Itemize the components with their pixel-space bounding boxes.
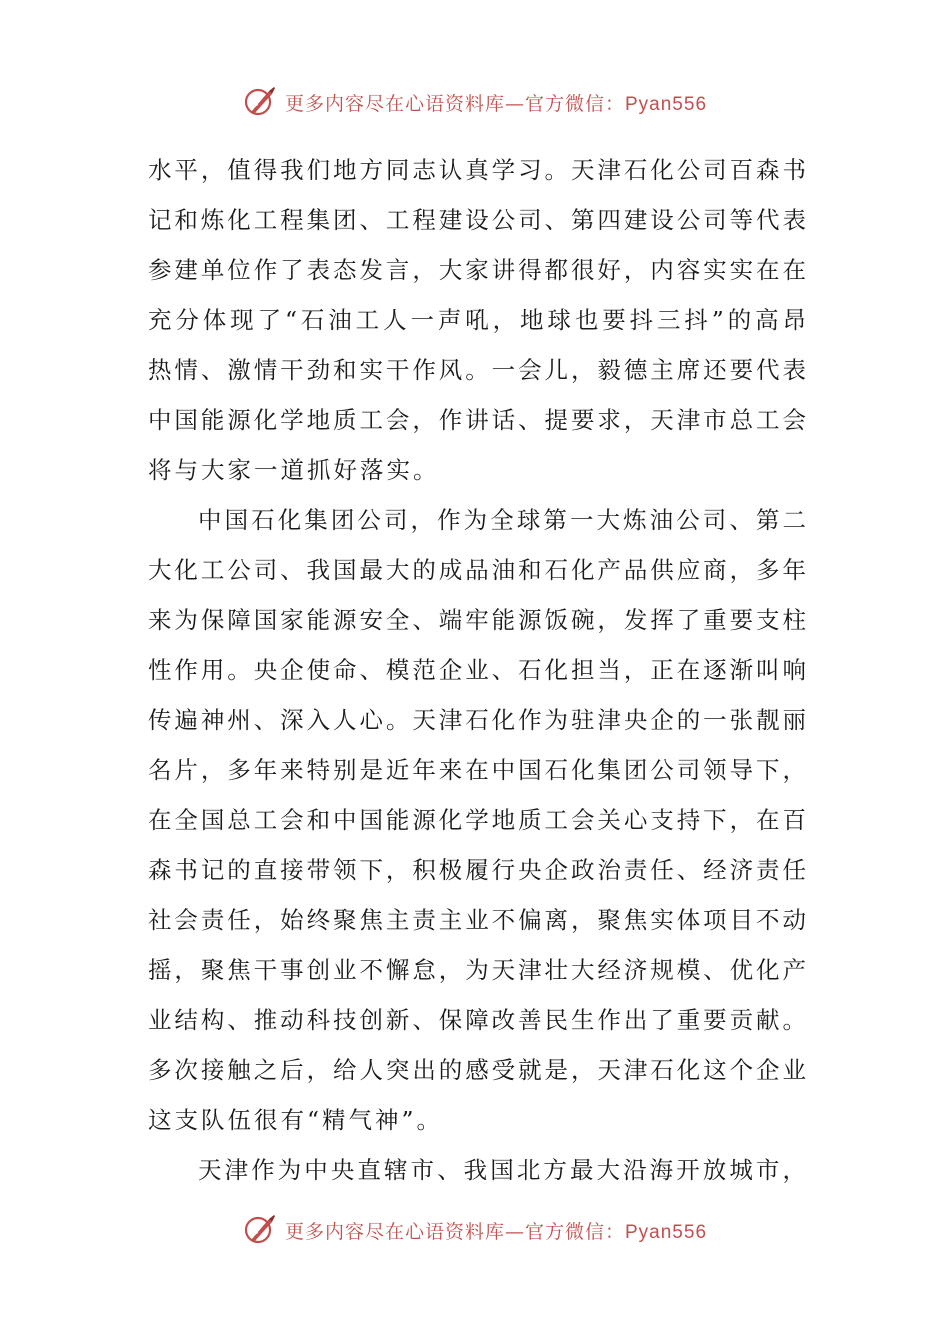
paragraph-3: [148, 1145, 806, 1195]
header-banner: [0, 82, 950, 122]
text-line: 性作用。央企使命、模范企业、石化担当，正在逐渐叫响: [148, 656, 806, 684]
text-line: 记和炼化工程集团、工程建设公司、第四建设公司等代表: [148, 206, 806, 234]
text-line: 参建单位作了表态发言，大家讲得都很好，内容实实在在: [148, 256, 806, 284]
text-line: 充分体现了“石油工人一声吼，地球也要抖三抖”的高昂: [148, 306, 806, 334]
text-line: 来为保障国家能源安全、端牢能源饭碗，发挥了重要支柱: [148, 606, 806, 634]
text-line: 在全国总工会和中国能源化学地质工会关心支持下，在百: [148, 806, 806, 834]
pen-logo-icon: [243, 85, 277, 119]
text-line: 水平，值得我们地方同志认真学习。天津石化公司百森书: [148, 156, 806, 184]
text-line: 中国能源化学地质工会，作讲话、提要求，天津市总工会: [148, 406, 806, 434]
pen-logo-icon: [243, 1213, 277, 1247]
text-line: 业结构、推动科技创新、保障改善民生作出了重要贡献。: [148, 1006, 806, 1034]
text-line: 热情、激情干劲和实干作风。一会儿，毅德主席还要代表: [148, 356, 806, 384]
paragraph-2: [148, 495, 806, 1145]
text-line: 中国石化集团公司，作为全球第一大炼油公司、第二: [198, 506, 806, 534]
text-line: 摇，聚焦干事创业不懈怠，为天津壮大经济规模、优化产: [148, 956, 806, 984]
text-line: 森书记的直接带领下，积极履行央企政治责任、经济责任: [148, 856, 806, 884]
document-body: [148, 145, 806, 1195]
text-line: 天津作为中央直辖市、我国北方最大沿海开放城市，: [198, 1156, 806, 1184]
text-line: 名片，多年来特别是近年来在中国石化集团公司领导下，: [148, 756, 806, 784]
text-line: 多次接触之后，给人突出的感受就是，天津石化这个企业: [148, 1056, 806, 1084]
banner-text: 更多内容尽在心语资料库—官方微信：Pyan556: [284, 1220, 708, 1243]
text-line: 这支队伍很有“精气神”。: [148, 1106, 444, 1134]
text-line: 大化工公司、我国最大的成品油和石化产品供应商，多年: [148, 556, 806, 584]
text-line: 社会责任，始终聚焦主责主业不偏离，聚焦实体项目不动: [148, 906, 806, 934]
footer-banner: [0, 1210, 950, 1250]
text-line: 传遍神州、深入人心。天津石化作为驻津央企的一张靓丽: [148, 706, 806, 734]
text-line: 将与大家一道抓好落实。: [148, 456, 440, 484]
banner-text: 更多内容尽在心语资料库—官方微信：Pyan556: [284, 92, 708, 115]
paragraph-1: [148, 145, 806, 495]
